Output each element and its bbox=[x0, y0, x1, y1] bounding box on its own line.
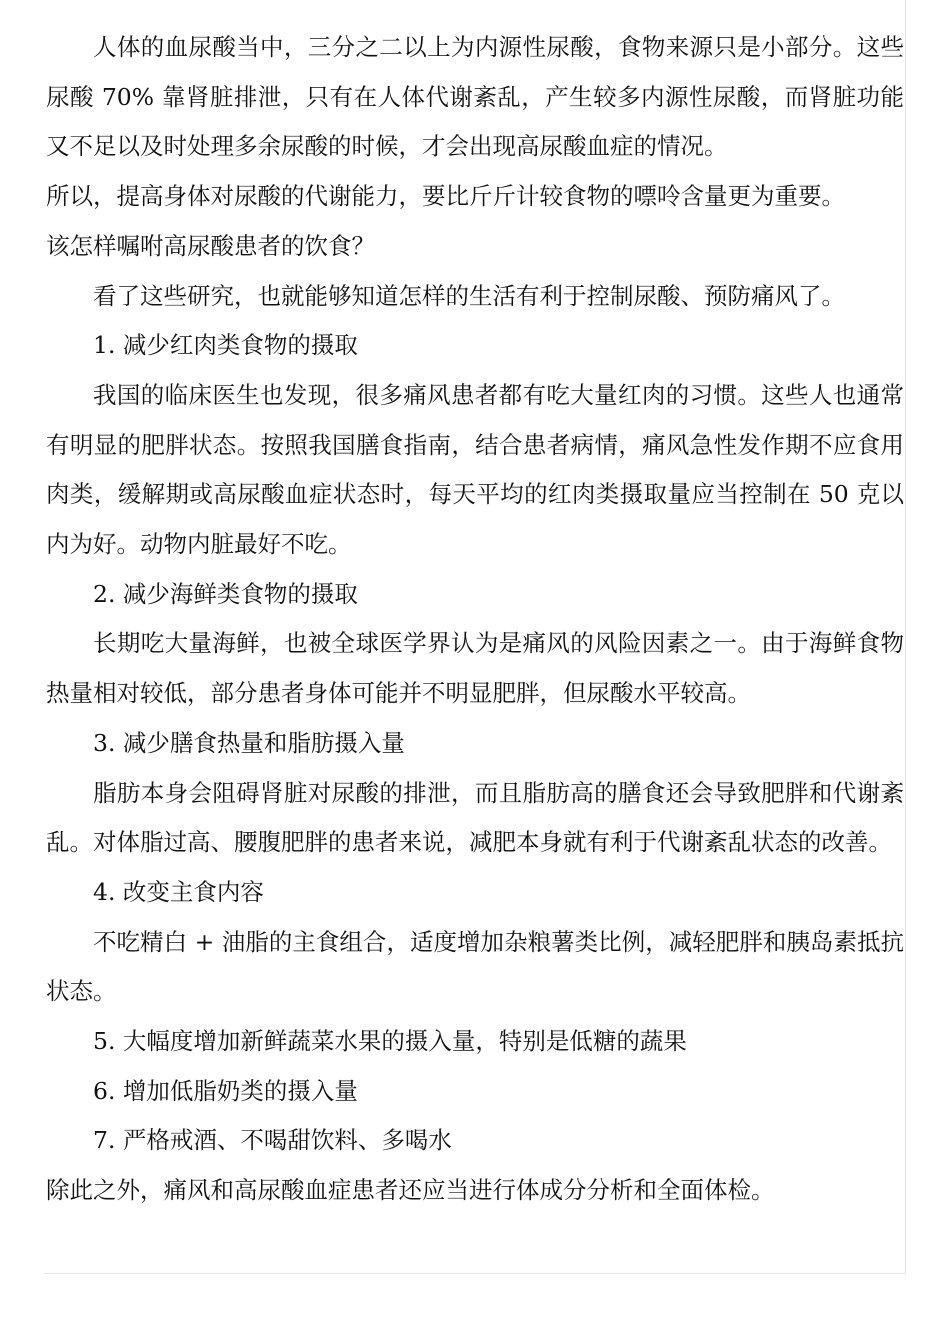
paragraph-seafood: 长期吃大量海鲜，也被全球医学界认为是痛风的风险因素之一。由于海鲜食物热量相对较低，部分患者身体可能并不明显肥胖，但尿酸水平较高。 bbox=[46, 629, 904, 708]
list-item-low-fat-dairy: 6. 增加低脂奶类的摄入量 bbox=[93, 1076, 358, 1105]
list-item-seafood-heading: 2. 减少海鲜类食物的摄取 bbox=[93, 579, 358, 608]
list-item-staple-food-heading: 4. 改变主食内容 bbox=[93, 877, 264, 906]
section-heading-diet-advice: 该怎样嘱咐高尿酸患者的饮食？ bbox=[46, 231, 375, 260]
paragraph-conclusion: 除此之外，痛风和高尿酸血症患者还应当进行体成分分析和全面体检。 bbox=[46, 1176, 775, 1205]
list-item-calories-fat-heading: 3. 减少膳食热量和脂肪摄入量 bbox=[93, 728, 405, 757]
document-page bbox=[44, 0, 906, 1274]
paragraph-intro-lifestyle: 看了这些研究，也就能够知道怎样的生活有利于控制尿酸、预防痛风了。 bbox=[93, 281, 845, 310]
document-body bbox=[46, 23, 904, 1216]
paragraph-calories-fat: 脂肪本身会阻碍肾脏对尿酸的排泄，而且脂肪高的膳食还会导致肥胖和代谢紊乱。对体脂过高、腰腹肥胖的患者来说，减肥本身就有利于代谢紊乱状态的改善。 bbox=[46, 778, 904, 857]
list-item-vegetables-fruits: 5. 大幅度增加新鲜蔬菜水果的摄入量，特别是低糖的蔬果 bbox=[93, 1027, 687, 1056]
list-item-alcohol-water: 7. 严格戒酒、不喝甜饮料、多喝水 bbox=[93, 1126, 452, 1155]
list-item-red-meat-heading: 1. 减少红肉类食物的摄取 bbox=[93, 331, 358, 360]
paragraph-staple-food: 不吃精白 + 油脂的主食组合，适度增加杂粮薯类比例，减轻肥胖和胰岛素抵抗状态。 bbox=[46, 927, 904, 1006]
paragraph-uric-acid-origin: 人体的血尿酸当中，三分之二以上为内源性尿酸，食物来源只是小部分。这些尿酸 70% 靠肾脏排泄，只有在人体代谢紊乱，产生较多内源性尿酸，而肾脏功能又不足以及时处理多余尿酸的时候，才会出现高尿酸血症的情况。 bbox=[46, 33, 904, 161]
paragraph-red-meat: 我国的临床医生也发现，很多痛风患者都有吃大量红肉的习惯。这些人也通常有明显的肥胖状态。按照我国膳食指南，结合患者病情，痛风急性发作期不应食用肉类，缓解期或高尿酸血症状态时，每天平均的红肉类摄取量应当控制在 50 克以内为好。动物内脏最好不吃。 bbox=[46, 380, 904, 559]
paragraph-metabolism-importance: 所以，提高身体对尿酸的代谢能力，要比斤斤计较食物的嘌呤含量更为重要。 bbox=[46, 182, 845, 211]
